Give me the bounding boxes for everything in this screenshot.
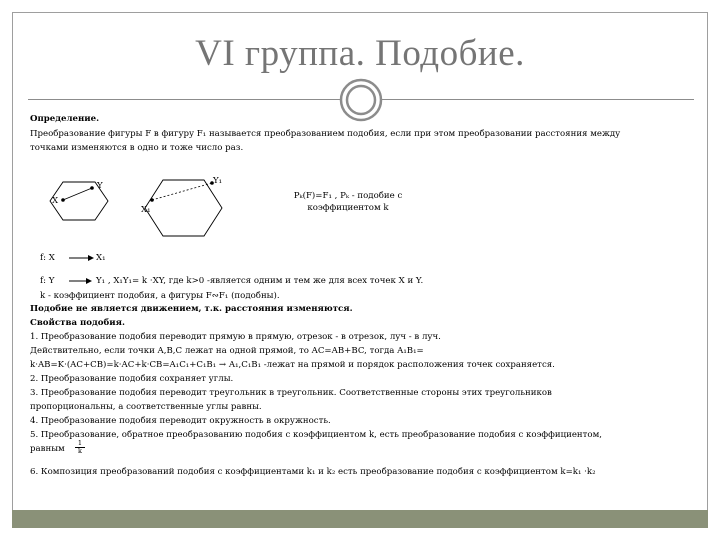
line-property-5a: 5. Преобразование, обратное преобразованию подобия с коэффициентом k, есть преобразование подобия с коэффициентом, [30, 430, 602, 440]
mapping-x1: X₁ [96, 253, 106, 263]
line-property-4: 4. Преобразование подобия переводит окружность в окружность. [30, 416, 331, 426]
fraction-denominator: k [78, 447, 82, 455]
description-line-2: коэффициентом k [307, 203, 389, 213]
line-property-5b: равным [30, 444, 65, 454]
line-coefficient: k - коэффициент подобия, а фигуры F∾F₁ (подобны). [40, 291, 280, 301]
fraction-one-over-k [75, 440, 85, 455]
mapping-fx: f: X [40, 253, 55, 263]
mapping-y1: Y₁ , X₁Y₁= k ·XY, где k>0 -является одним и тем же для всех точек X и Y. [96, 276, 424, 286]
diagram-description [268, 190, 428, 214]
label-x: X [52, 196, 59, 206]
line-property-3a: 3. Преобразование подобия переводит треугольник в треугольник. Соответственные стороны этих треугольников [30, 388, 552, 398]
line-property-3b: пропорциональны, а соответственные углы равны. [30, 402, 262, 412]
mapping-fy: f: Y [40, 276, 55, 286]
definition-heading: Определение. [30, 114, 100, 124]
description-line-1: Pₖ(F)=F₁ , Pₖ - подобие с [293, 191, 403, 201]
slide-title: VI группа. Подобие. [195, 33, 525, 74]
line-not-motion: Подобие не является движением, т.к. расстояния изменяются. [30, 304, 353, 314]
label-y: Y [97, 181, 103, 191]
label-y1: Y₁ [213, 176, 223, 186]
definition-line-2: точками изменяются в одно и тоже число раз. [30, 143, 244, 153]
line-proof-2: k·AB=K·(AC+CB)=k·AC+k·CB=A₁C₁+C₁B₁ → A₁,C₁B₁ -лежат на прямой и порядок расположения точек сохраняется. [30, 360, 555, 370]
line-property-2: 2. Преобразование подобия сохраняет углы. [30, 374, 234, 384]
label-x1: X₁ [141, 205, 151, 215]
line-proof-1: Действительно, если точки A,B,C лежат на одной прямой, то AC=AB+BC, тогда A₁B₁= [30, 346, 424, 356]
large-hexagon [145, 180, 222, 236]
fraction-numerator: 1 [75, 440, 85, 448]
line-property-1: 1. Преобразование подобия переводит прямую в прямую, отрезок - в отрезок, луч - в луч. [30, 332, 441, 342]
definition-line-1: Преобразование фигуры F в фигуру F₁ называется преобразованием подобия, если при этом преобразовании расстояния между [30, 129, 621, 139]
line-properties-heading: Свойства подобия. [30, 318, 125, 328]
line-property-6: 6. Композиция преобразований подобия с коэффициентами k₁ и k₂ есть преобразование подобия с коэффициентом k=k₁ ·k₂ [30, 467, 596, 477]
